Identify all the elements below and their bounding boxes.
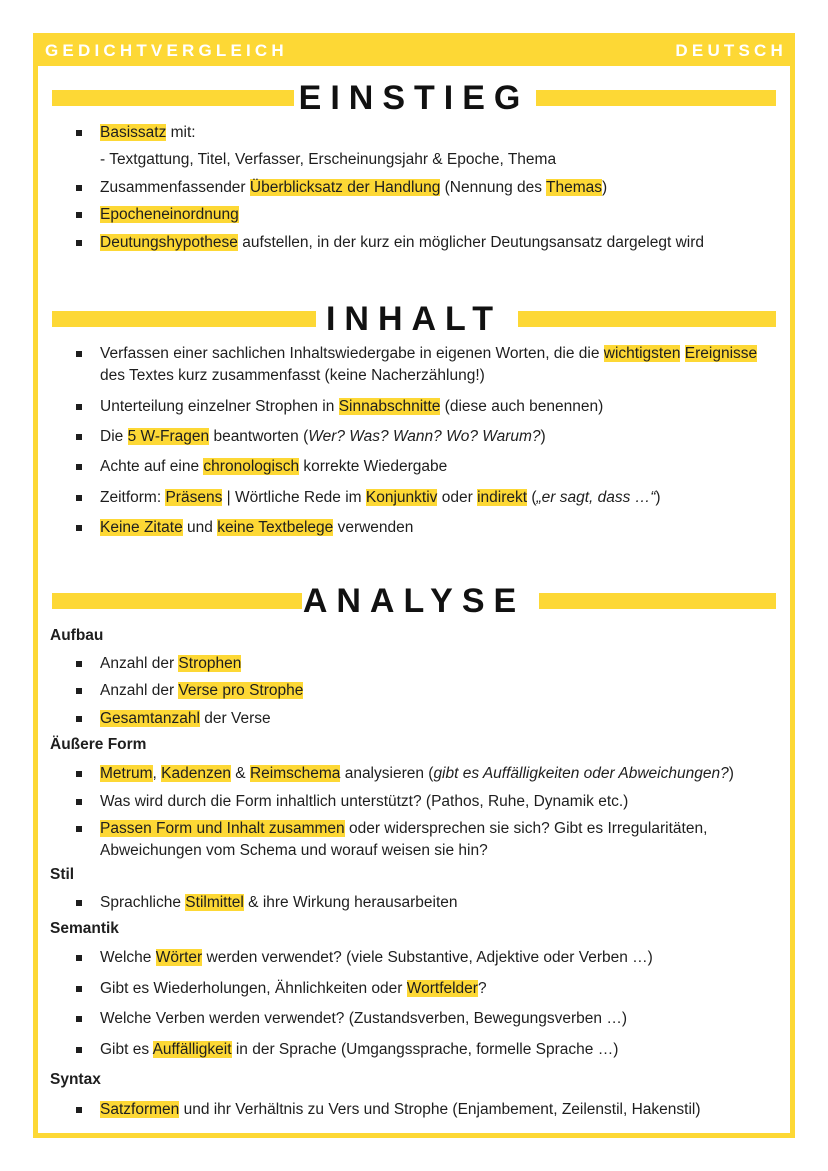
- bullet: [76, 716, 82, 722]
- subheading-syntax: Syntax: [50, 1071, 101, 1088]
- bullet: [76, 240, 82, 246]
- list-item: Welche Verben werden verwendet? (Zustandsverben, Bewegungsverben …): [100, 1010, 628, 1027]
- bullet: [76, 986, 82, 992]
- bullet: [76, 688, 82, 694]
- subheading-form: Äußere Form: [50, 736, 147, 753]
- list-item: Anzahl der Verse pro Strophe: [100, 682, 304, 699]
- bullet: [76, 464, 82, 470]
- header-bar: [33, 33, 795, 66]
- bullet: [76, 130, 82, 136]
- bullet: [76, 404, 82, 410]
- bullet: [76, 955, 82, 961]
- bullet: [76, 771, 82, 777]
- list-item: Achte auf eine chronologisch korrekte Wiedergabe: [100, 458, 448, 475]
- list-item: Zusammenfassender Überblicksatz der Handlung (Nennung des Themas): [100, 179, 608, 196]
- section-title: ANALYSE: [302, 582, 526, 620]
- header-title: GEDICHTVERGLEICH: [45, 41, 288, 60]
- list-item: Verfassen einer sachlichen Inhaltswiedergabe in eigenen Worten, die die wichtigsten Ereignisse des Textes kurz zusammenfasst (keine Nacherzählung!): [100, 345, 758, 384]
- list-item: Was wird durch die Form inhaltlich unterstützt? (Pathos, Ruhe, Dynamik etc.): [100, 793, 629, 810]
- bullet: [76, 1016, 82, 1022]
- list-item: Passen Form und Inhalt zusammen oder widersprechen sie sich? Gibt es Irregularitäten, Abweichungen vom Schema und worauf weisen sie hin?: [100, 820, 708, 859]
- list-item: Welche Wörter werden verwendet? (viele Substantive, Adjektive oder Verben …): [100, 949, 653, 966]
- list-item: Anzahl der Strophen: [100, 655, 242, 672]
- bullet: [76, 525, 82, 531]
- section-analyse-heading: [52, 579, 776, 623]
- bullet: [76, 1107, 82, 1113]
- bullet: [76, 351, 82, 357]
- list-item: Gibt es Wiederholungen, Ähnlichkeiten oder Wortfelder?: [100, 980, 487, 997]
- bullet: [76, 900, 82, 906]
- section-title: EINSTIEG: [298, 79, 530, 117]
- list-item: Metrum, Kadenzen & Reimschema analysieren (gibt es Auffälligkeiten oder Abweichungen?): [100, 765, 734, 782]
- list-item: Gesamtanzahl der Verse: [100, 710, 271, 727]
- bullet: [76, 799, 82, 805]
- list-subitem: - Textgattung, Titel, Verfasser, Erscheinungsjahr & Epoche, Thema: [100, 151, 557, 168]
- bullet: [76, 826, 82, 832]
- list-item: Epocheneinordnung: [100, 206, 239, 223]
- subheading-stil: Stil: [50, 866, 75, 883]
- section-einstieg-heading: [52, 76, 776, 120]
- list-item: Satzformen und ihr Verhältnis zu Vers und Strophe (Enjambement, Zeilenstil, Hakenstil): [100, 1101, 701, 1118]
- list-item: Unterteilung einzelner Strophen in Sinnabschnitte (diese auch benennen): [100, 398, 604, 415]
- section-inhalt-heading: [52, 297, 776, 341]
- list-item: Deutungshypothese aufstellen, in der kurz ein möglicher Deutungsansatz dargelegt wird: [100, 234, 705, 251]
- section-title: INHALT: [325, 300, 503, 338]
- bullet: [76, 1047, 82, 1053]
- list-item: Sprachliche Stilmittel & ihre Wirkung herausarbeiten: [100, 894, 458, 911]
- bullet: [76, 185, 82, 191]
- list-item: Zeitform: Präsens | Wörtliche Rede im Konjunktiv oder indirekt („er sagt, dass …“): [100, 489, 661, 506]
- bullet: [76, 434, 82, 440]
- subheading-aufbau: Aufbau: [50, 627, 104, 644]
- bullet: [76, 495, 82, 501]
- bullet: [76, 661, 82, 667]
- list-item: Die 5 W-Fragen beantworten (Wer? Was? Wann? Wo? Warum?): [100, 428, 546, 445]
- list-item: Gibt es Auffälligkeit in der Sprache (Umgangssprache, formelle Sprache …): [100, 1041, 619, 1058]
- subheading-semantik: Semantik: [50, 920, 119, 937]
- list-item: Basissatz mit:: [100, 124, 196, 141]
- header-subject: DEUTSCH: [675, 41, 787, 60]
- bullet: [76, 212, 82, 218]
- list-item: Keine Zitate und keine Textbelege verwenden: [100, 519, 414, 536]
